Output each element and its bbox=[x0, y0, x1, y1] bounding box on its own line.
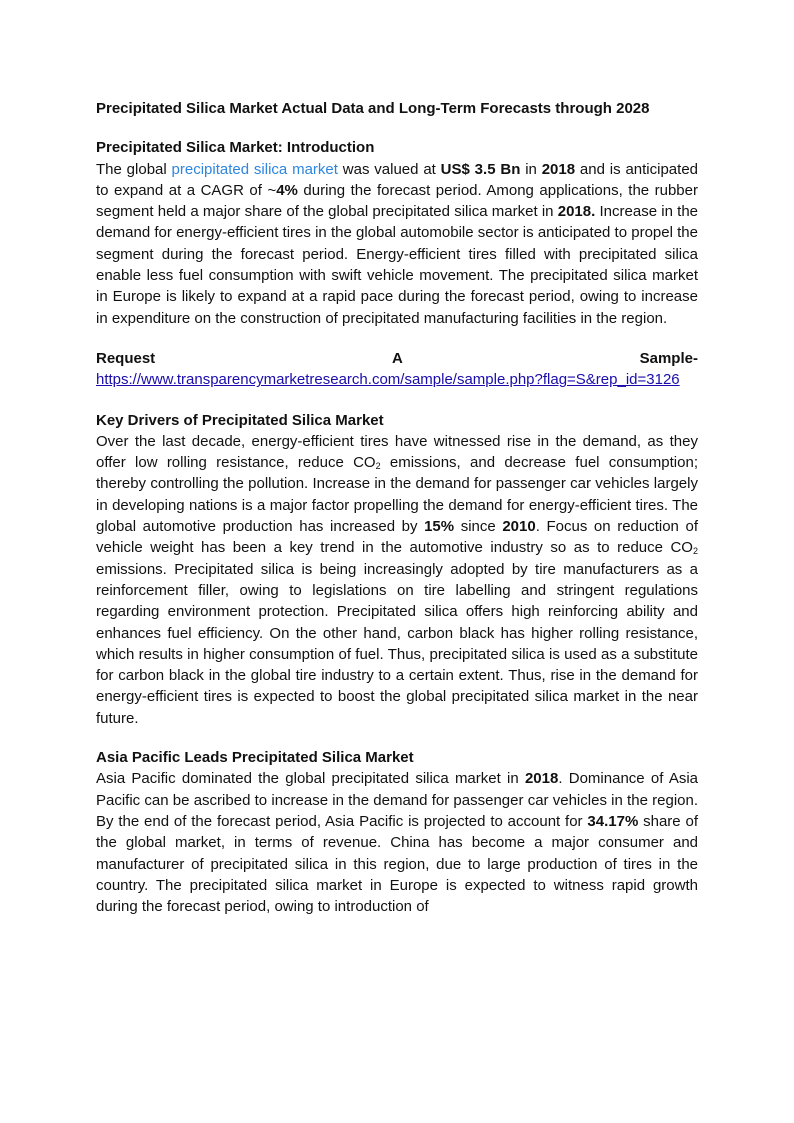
text-run: emissions. Precipitated silica is being increasingly adopted by tire manufacturers as a reinforcement filler, owing to legislations on tire labelling and stringent regulations regarding environment protection. Precipitated silica offers high reinforcing ability and enhances fuel efficiency. On the other hand, carbon black has higher rolling resistance, which results in higher consumption of fuel. Thus, precipitated silica is used as a substitute for carbon black in the global tire industry to a certain extent. Thus, rise in the demand for energy-efficient tires is expected to boost the global precipitated silica market in the near future. bbox=[96, 560, 698, 727]
text-run: since bbox=[454, 518, 503, 536]
base-year: 2018 bbox=[541, 160, 576, 178]
text-run: share of the global market, in terms of revenue. China has become a major consumer and manufacturer of precipitated silica in this region, due to large production of tires in the country. The precipitated silica market in Europe is expected to witness rapid growth during the forecast period, owing to introduction of bbox=[96, 812, 698, 916]
key-drivers-paragraph bbox=[96, 431, 698, 729]
production-increase-pct: 15% bbox=[424, 518, 455, 536]
section-heading-asia-pacific: Asia Pacific Leads Precipitated Silica Market bbox=[96, 749, 414, 767]
cagr-value: 4% bbox=[276, 181, 298, 199]
request-word: Request bbox=[96, 349, 156, 367]
document-page bbox=[96, 96, 698, 917]
text-run: in bbox=[520, 160, 542, 178]
introduction-paragraph bbox=[96, 159, 698, 329]
text-run: Increase in the demand for energy-efficient tires in the global automobile sector is anticipated to propel the segment during the forecast period. Energy-efficient tires filled with precipitated silica enable less fuel consumption with swift vehicle movement. The precipitated silica market in Europe is likely to expand at a rapid pace during the forecast period, owing to increase in expenditure on the construction of precipitated manufacturing facilities in the region. bbox=[96, 203, 699, 327]
market-value: US$ 3.5 Bn bbox=[440, 160, 521, 178]
subscript: 2 bbox=[375, 461, 381, 472]
a-word: A bbox=[391, 349, 403, 367]
text-run: Asia Pacific dominated the global precipitated silica market in bbox=[96, 770, 525, 788]
text-run: Over the last decade, energy-efficient tires have witnessed rise in the demand, as they offer low rolling resistance, reduce CO bbox=[96, 432, 698, 472]
since-year: 2010 bbox=[502, 518, 536, 536]
text-run: The global bbox=[96, 160, 172, 178]
request-sample-block bbox=[96, 348, 698, 391]
text-run: . Focus on reduction of vehicle weight has been a key trend in the automotive industry so as to reduce CO bbox=[96, 518, 699, 557]
sample-word: Sample- bbox=[639, 349, 698, 367]
subscript: 2 bbox=[692, 546, 698, 557]
text-run: . Dominance of Asia Pacific can be ascribed to increase in the demand for passenger car vehicles in the region. By the end of the forecast period, Asia Pacific is projected to account for bbox=[96, 770, 698, 830]
asia-pacific-paragraph bbox=[96, 768, 698, 917]
document-title: Precipitated Silica Market Actual Data and Long-Term Forecasts through 2028 bbox=[96, 100, 650, 117]
text-run: was valued at bbox=[337, 160, 441, 178]
precipitated-silica-market-link[interactable]: precipitated silica market bbox=[171, 160, 338, 178]
text-run: emissions, and decrease fuel consumption; thereby controlling the pollution. Increase in the demand for passenger car vehicles largely in developing nations is a major factor propelling the demand for energy-efficient tires. The global automotive production has increased by bbox=[96, 454, 698, 536]
section-heading-key-drivers: Key Drivers of Precipitated Silica Market bbox=[96, 411, 384, 429]
apac-share: 34.17% bbox=[587, 812, 639, 830]
base-year-2: 2018. bbox=[557, 203, 596, 221]
request-sample-url-link[interactable]: https://www.transparencymarketresearch.com/sample/sample.php?flag=S&rep_id=3126 bbox=[96, 371, 680, 389]
section-heading-introduction: Precipitated Silica Market: Introduction bbox=[96, 139, 375, 157]
text-run: during the forecast period. Among applications, the rubber segment held a major share of the global precipitated silica market in bbox=[96, 181, 698, 221]
request-sample-label bbox=[96, 348, 698, 369]
dominance-year: 2018 bbox=[524, 770, 559, 788]
text-run: and is anticipated to expand at a CAGR of ~ bbox=[96, 160, 699, 199]
